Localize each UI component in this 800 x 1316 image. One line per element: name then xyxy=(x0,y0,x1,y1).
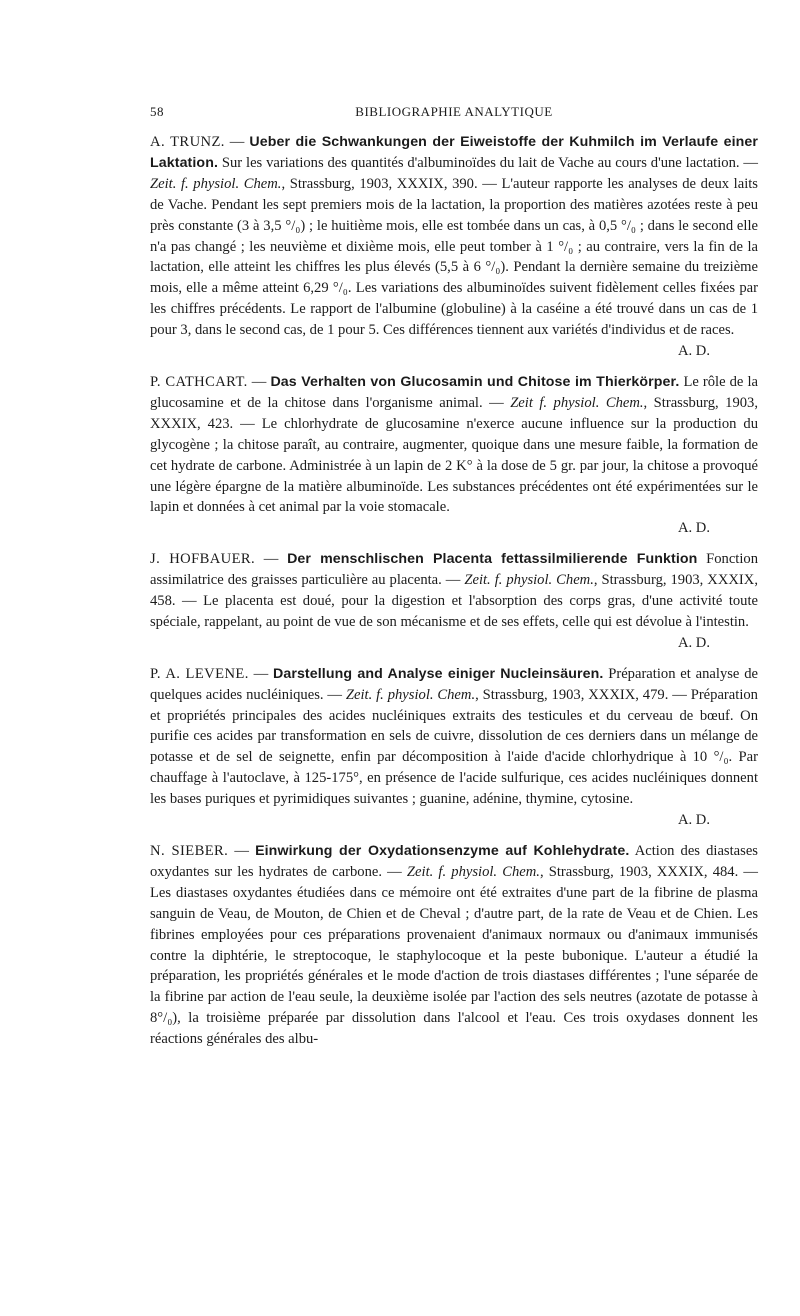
entry-summary: Sur les variations des quantités d'albuminoïdes du lait de Vache au cours d'une lactation. — xyxy=(218,154,758,171)
entry-journal: Zeit f. physiol. Chem. xyxy=(510,394,644,411)
entry-citation: , Strassburg, 1903, XXXIX, 390. xyxy=(281,175,478,192)
entry-separator: — xyxy=(224,134,250,150)
entry-citation: , Strassburg, 1903, XXXIX, 423. xyxy=(150,394,758,432)
entry-author: J. HOFBAUER. xyxy=(150,551,256,568)
entry-signature: A. D. xyxy=(677,812,710,829)
entry-separator: — xyxy=(255,551,288,568)
entry-body: — Le chlorhydrate de glucosamine n'exerce aucune influence sur la production du glycogène ; la chitose paraît, au contraire, augmenter, quoique dans une mesure faible, la formation de cet hydrate de carbone. Administrée à un lapin de 2 K° à la dose de 5 gr. par jour, la chitose a provoqué une légère épargne de la matière albuminoïde. Les substances précédentes ont été expérimentées sur le lapin et données à cet animal par la voie stomacale. xyxy=(150,415,758,516)
entry-journal: Zeit. f. physiol. Chem. xyxy=(345,686,476,703)
entry-journal: Zeit. f. physiol. Chem. xyxy=(150,175,282,192)
entry-body: — L'auteur rapporte les analyses de deux laits de Vache. Pendant les sept premiers mois de la lactation, la proportion des matières azotées reste à peu près constante (3 à 3,5 °/₀) ; le huitième mois, elle est tombée dans un cas, à 0,5 °/₀ ; dans le second elle n'a pas changé ; les neuvième et dixième mois, elle peut tomber à 1 °/₀ ; au contraire, vers la fin de la lactation, elle atteint les chiffres les plus élevés (5,5 à 6 °/₀). Pendant la dernière semaine du treizième mois, elle a même atteint 6,29 °/₀. Les variations des albuminoïdes suivent fidèlement celles fixées par les chiffres précédents. Le rapport de l'albumine (globuline) à la caséine a été trouvé dans un cas de 1 pour 3, dans le second cas, de 1 pour 5. Ces différences tiennent aux variétés d'individus et de races. xyxy=(150,175,758,339)
entry-summary: Le rôle de la glucosamine et de la chitose dans l'organisme animal. — xyxy=(150,373,758,411)
entry-body: — Le placenta est doué, pour la digestion et l'absorption des corps gras, d'une activité toute spéciale, rappelant, au point de vue de son mécanisme et de ses effets, celle qui est dévolue à l'intestin. xyxy=(150,593,758,630)
entry-author: A. TRUNZ. xyxy=(150,134,225,150)
entry-journal: Zeit. f. physiol. Chem. xyxy=(464,572,594,589)
entry-summary: Action des diastases oxydantes sur les hydrates de carbone. — xyxy=(150,843,758,880)
entry-separator: — xyxy=(248,665,273,682)
page-header xyxy=(150,104,758,124)
entry-journal: Zeit. f. physiol. Chem. xyxy=(406,863,540,880)
bibliography-entry-trunz xyxy=(150,132,758,362)
bibliography-entry-hofbauer xyxy=(150,549,758,654)
entry-body: — Préparation et propriétés principales des acides nucléiniques extraits des testicules et du cerveau de bœuf. On purifie ces acides par transformation en sels de cuivre, dissolution de ces derniers dans un mélange de potasse et de sel de seignette, enfin par décomposition à l'aide d'acide chlorhydrique à 10 °/₀. Par chauffage à l'autoclave, à 125-175°, en présence de l'acide sulfurique, ces acides nucléiniques donnent les bases puriques et pyrimidiques suivantes ; guanine, adénine, thymine, cytosine. xyxy=(150,686,758,808)
entry-author: N. SIEBER. xyxy=(150,843,229,859)
entry-body: — Les diastases oxydantes étudiées dans ce mémoire ont été extraites d'une part de la fibrine de plasma sanguin de Veau, de Mouton, de Chien et de Cheval ; d'autre part, de la rate de Veau et de Chien. Les fibrines employées pour ces préparations provenaient d'animaux normaux ou d'animaux immunisés contre la diphtérie, le streptocoque, le staphylocoque et la peste bubonique. L'auteur a étudié la préparation, les propriétés générales et le mode d'action de trois diastases différentes ; l'une séparée de la fibrine par action de l'eau seule, la deuxième isolée par l'action des sels neutres (azotate de potasse à 8°/₀), la troisième préparée par dissolution dans l'alcool et l'eau. Ces trois oxydases donnent les réactions générales des albu- xyxy=(150,863,758,1048)
entry-author: P. CATHCART. xyxy=(150,373,248,390)
entry-title: Der menschlischen Placenta fettassilmilierende Funktion xyxy=(287,551,698,568)
entry-title: Darstellung and Analyse einiger Nucleinsäuren. xyxy=(272,665,604,682)
page-number: 58 xyxy=(150,104,164,119)
entry-citation: , Strassburg, 1903, XXXIX, 479. xyxy=(475,686,669,703)
running-title: BIBLIOGRAPHIE ANALYTIQUE xyxy=(355,104,553,119)
entry-signature: A. D. xyxy=(677,634,710,651)
entry-signature: A. D. xyxy=(677,520,710,537)
entry-author: P. A. LEVENE. xyxy=(150,665,249,682)
bibliography-entry-sieber xyxy=(150,841,758,1050)
entry-signature: A. D. xyxy=(677,343,710,360)
entry-title: Einwirkung der Oxydationsenzyme auf Kohlehydrate. xyxy=(255,843,630,859)
entry-separator: — xyxy=(228,843,256,859)
entry-separator: — xyxy=(247,373,271,390)
entry-summary: Fonction assimilatrice des graisses particulière au placenta. — xyxy=(150,551,759,589)
bibliography-entry-cathcart xyxy=(150,372,758,539)
entry-citation: , Strassburg, 1903, XXXIX, 484. xyxy=(539,863,739,880)
bibliography-entry-levene xyxy=(150,664,758,831)
entry-summary: Préparation et analyse de quelques acides nucléiniques. — xyxy=(150,665,758,703)
entry-title: Das Verhalten von Glucosamin und Chitose im Thierkörper. xyxy=(270,373,680,390)
entry-citation: , Strassburg, 1903, XXXIX, 458. xyxy=(150,572,758,610)
entry-title: Ueber die Schwankungen der Eiweistoffe der Kuhmilch im Verlaufe einer Laktation. xyxy=(150,134,759,171)
